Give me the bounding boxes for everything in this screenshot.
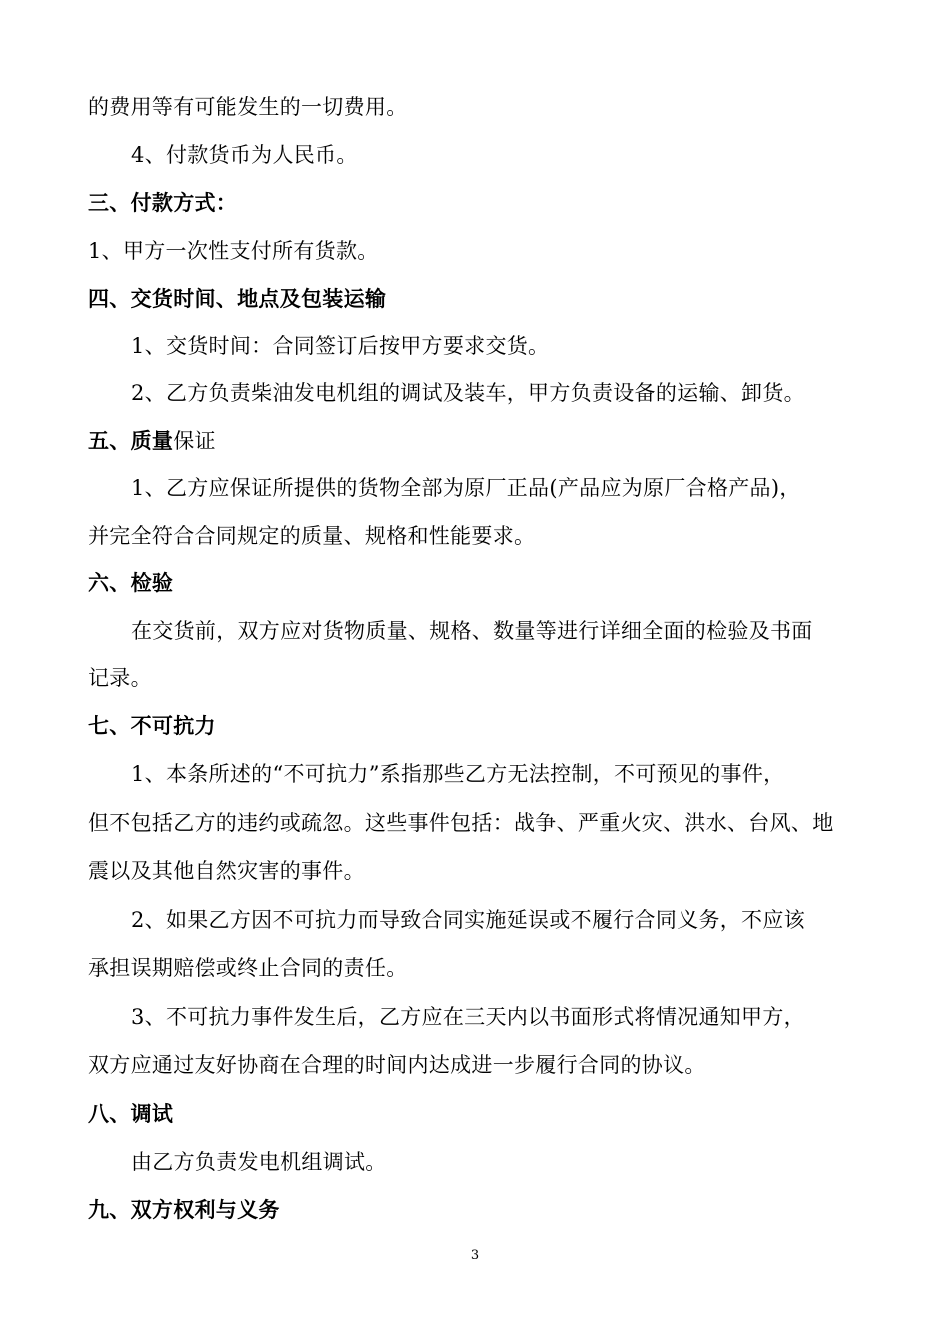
paragraph-line: 震以及其他自然灾害的事件。 [88, 859, 365, 883]
paragraph-line: 记录。 [88, 666, 152, 690]
paragraph-line: 在交货前，双方应对货物质量、规格、数量等进行详细全面的检验及书面 [131, 619, 813, 643]
clause-item: 1、交货时间：合同签订后按甲方要求交货。 [131, 334, 550, 358]
clause-item: 1、甲方一次性支付所有货款。 [88, 239, 379, 263]
clause-item: 3、不可抗力事件发生后，乙方应在三天内以书面形式将情况通知甲方， [131, 1005, 805, 1029]
paragraph-line: 的费用等有可能发生的一切费用。 [88, 95, 408, 119]
section-heading-rights-obligations: 九、双方权利与义务 [88, 1197, 280, 1222]
section-heading-payment-method: 三、付款方式： [88, 190, 238, 215]
paragraph-line: 但不包括乙方的违约或疏忽。这些事件包括：战争、严重火灾、洪水、台风、地 [88, 811, 834, 835]
clause-item: 2、如果乙方因不可抗力而导致合同实施延误或不履行合同义务，不应该 [131, 908, 805, 932]
section-heading-inspection: 六、检验 [88, 570, 174, 595]
paragraph-line: 并完全符合合同规定的质量、规格和性能要求。 [88, 524, 536, 548]
section-heading-force-majeure: 七、不可抗力 [88, 713, 216, 738]
paragraph-line: 承担误期赔偿或终止合同的责任。 [88, 956, 408, 980]
clause-item: 2、乙方负责柴油发电机组的调试及装车，甲方负责设备的运输、卸货。 [131, 381, 805, 405]
paragraph-line: 由乙方负责发电机组调试。 [131, 1150, 387, 1174]
section-heading-delivery: 四、交货时间、地点及包装运输 [88, 286, 387, 311]
section-heading-quality [88, 426, 838, 456]
section-heading-commissioning: 八、调试 [88, 1101, 174, 1126]
clause-item: 4、付款货币为人民币。 [131, 143, 358, 167]
section-heading-quality-normal: 保证 [173, 429, 216, 453]
paragraph-line: 双方应通过友好协商在合理的时间内达成进一步履行合同的协议。 [88, 1053, 706, 1077]
clause-item: 1、本条所述的“不可抗力”系指那些乙方无法控制，不可预见的事件， [131, 762, 785, 786]
clause-item: 1、乙方应保证所提供的货物全部为原厂正品(产品应为原厂合格产品)， [131, 476, 801, 500]
section-heading-quality-bold: 五、质量 [88, 428, 174, 453]
page-number: 3 [470, 1248, 480, 1263]
